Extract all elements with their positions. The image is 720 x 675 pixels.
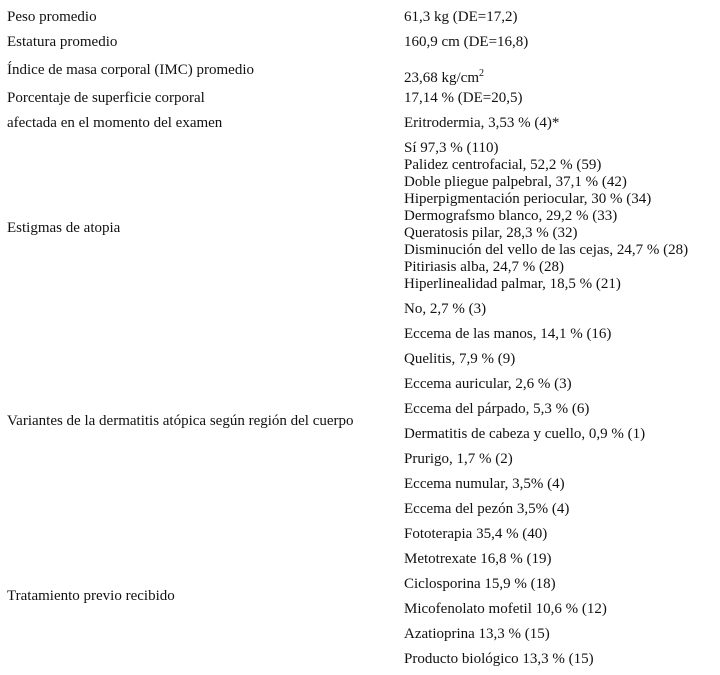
value-item: Pitiriasis alba, 24,7 % (28) bbox=[404, 259, 564, 275]
value-item: Azatioprina 13,3 % (15) bbox=[404, 626, 550, 642]
row-value bbox=[404, 65, 484, 87]
section-label: Estigmas de atopia bbox=[7, 220, 121, 236]
section-label: Variantes de la dermatitis atópica según región del cuerpo bbox=[7, 413, 354, 429]
value-item: Micofenolato mofetil 10,6 % (12) bbox=[404, 601, 607, 617]
row-value: 61,3 kg (DE=17,2) bbox=[404, 9, 518, 25]
value-item: Queratosis pilar, 28,3 % (32) bbox=[404, 225, 578, 241]
row-value: 17,14 % (DE=20,5) bbox=[404, 90, 523, 106]
row-label: Peso promedio bbox=[7, 9, 97, 25]
value-item: Producto biológico 13,3 % (15) bbox=[404, 651, 594, 667]
value-item: Eccema auricular, 2,6 % (3) bbox=[404, 376, 572, 392]
value-sup: 2 bbox=[479, 68, 484, 79]
value-item: Palidez centrofacial, 52,2 % (59) bbox=[404, 157, 602, 173]
row-label: Porcentaje de superficie corporal bbox=[7, 90, 205, 106]
row-value: 160,9 cm (DE=16,8) bbox=[404, 34, 529, 50]
value-item: Ciclosporina 15,9 % (18) bbox=[404, 576, 556, 592]
section-label: Tratamiento previo recibido bbox=[7, 588, 175, 604]
value-item: Hiperpigmentación periocular, 30 % (34) bbox=[404, 191, 652, 207]
value-text: 23,68 kg/cm bbox=[404, 70, 479, 86]
value-item: Fototerapia 35,4 % (40) bbox=[404, 526, 548, 542]
value-item: Dermografsmo blanco, 29,2 % (33) bbox=[404, 208, 618, 224]
value-item: Metotrexate 16,8 % (19) bbox=[404, 551, 552, 567]
value-item: Eccema de las manos, 14,1 % (16) bbox=[404, 326, 612, 342]
value-item: Disminución del vello de las cejas, 24,7 % (28) bbox=[404, 242, 689, 258]
value-item: Doble pliegue palpebral, 37,1 % (42) bbox=[404, 174, 627, 190]
row-label: afectada en el momento del examen bbox=[7, 115, 223, 131]
value-item: Prurigo, 1,7 % (2) bbox=[404, 451, 513, 467]
row-value: Eritrodermia, 3,53 % (4)* bbox=[404, 115, 560, 131]
value-item: Quelitis, 7,9 % (9) bbox=[404, 351, 516, 367]
value-item: Eccema numular, 3,5% (4) bbox=[404, 476, 565, 492]
value-item: Eccema del pezón 3,5% (4) bbox=[404, 501, 570, 517]
value-item: Hiperlinealidad palmar, 18,5 % (21) bbox=[404, 276, 621, 292]
value-item: Eccema del párpado, 5,3 % (6) bbox=[404, 401, 590, 417]
value-item: Sí 97,3 % (110) bbox=[404, 140, 499, 156]
value-item: No, 2,7 % (3) bbox=[404, 301, 487, 317]
row-label: Estatura promedio bbox=[7, 34, 118, 50]
row-label: Índice de masa corporal (IMC) promedio bbox=[7, 62, 254, 78]
value-item: Dermatitis de cabeza y cuello, 0,9 % (1) bbox=[404, 426, 646, 442]
